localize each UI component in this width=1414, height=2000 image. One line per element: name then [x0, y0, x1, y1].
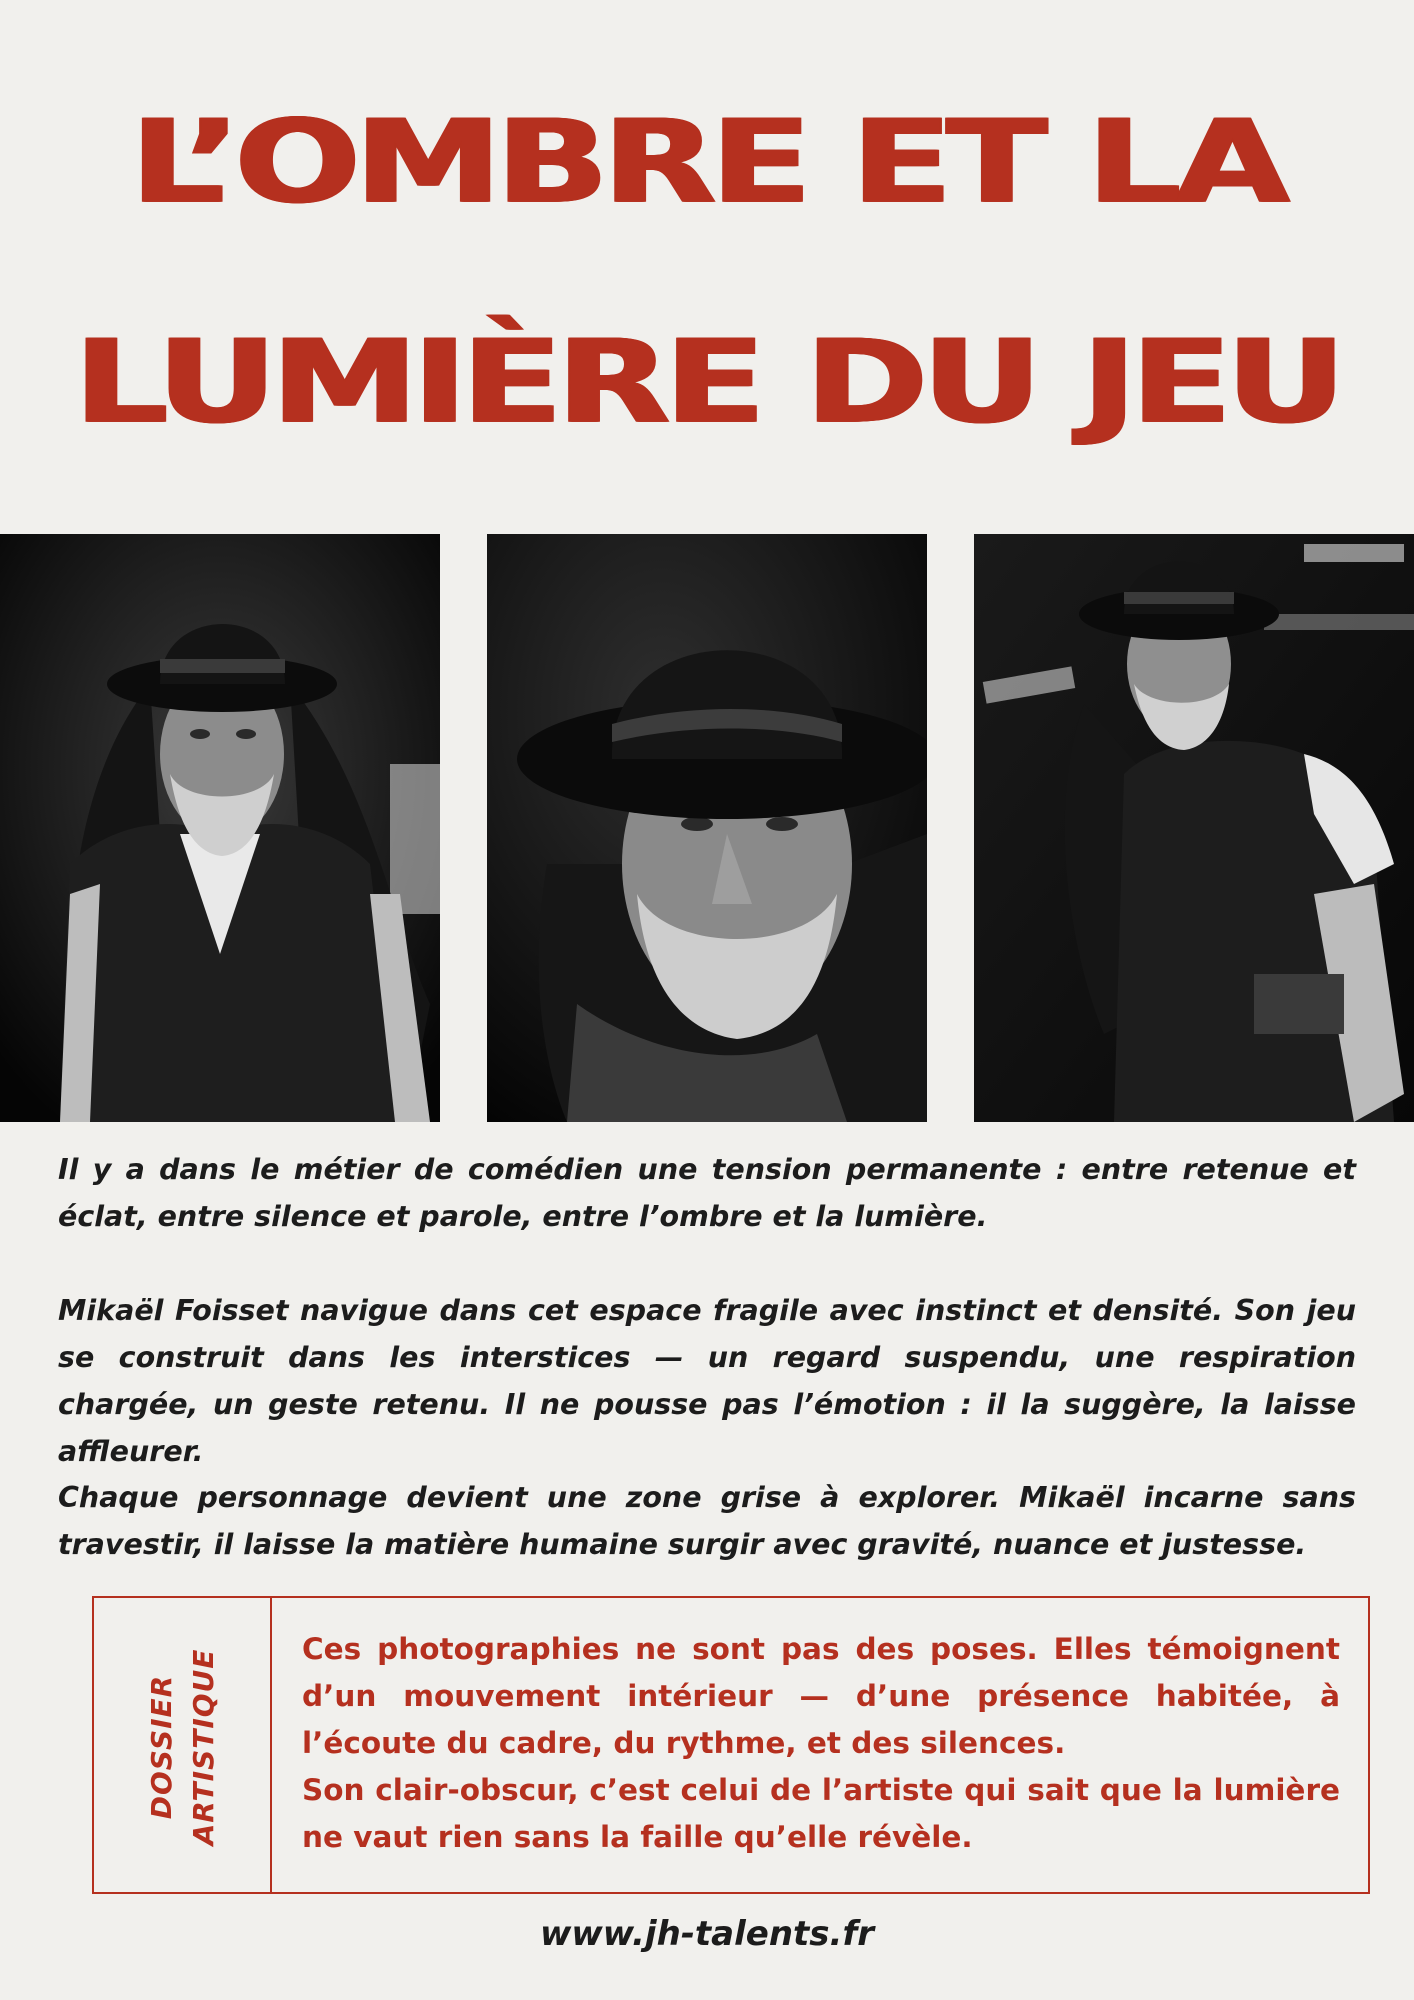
photo-portrait-closeup — [487, 534, 927, 1122]
description-paragraph: Mikaël Foisset navigue dans cet espace fragile avec instinct et densité. Son jeu se construit dans les interstices — un regard suspendu, une respiration chargée, un geste retenu. Il ne pousse pas l’émotion : il la suggère, la laisse affleurer. — [58, 1294, 1356, 1468]
title-line-1: L’OMBRE ET LA — [130, 94, 1284, 230]
dossier-label — [141, 1649, 225, 1846]
dossier-text-paragraph-2: Son clair-obscur, c’est celui de l’artiste qui sait que la lumière ne vaut rien sans la faille qu’elle révèle. — [302, 1773, 1340, 1854]
dossier-label-panel — [94, 1598, 272, 1892]
photo-portrait-standing — [0, 534, 440, 1122]
intro-paragraph: Il y a dans le métier de comédien une tension permanente : entre retenue et éclat, entre silence et parole, entre l’ombre et la lumière. — [58, 1153, 1356, 1233]
dossier-label-line-2: ARTISTIQUE — [187, 1648, 220, 1846]
website-link[interactable]: www.jh-talents.fr — [539, 1914, 875, 1954]
dossier-text — [302, 1626, 1340, 1861]
photo-portrait-seated — [974, 534, 1414, 1122]
dossier-text-paragraph-1: Ces photographies ne sont pas des poses. Elles témoignent d’un mouvement intérieur — d’une présence habitée, à l’écoute du cadre, du rythme, et des silences. — [302, 1632, 1340, 1760]
character-paragraph: Chaque personnage devient une zone grise à explorer. Mikaël incarne sans travestir, il laisse la matière humaine surgir avec gravité, nuance et justesse. — [58, 1481, 1356, 1561]
dossier-label-line-1: DOSSIER — [145, 1674, 178, 1820]
title-line-2: LUMIÈRE DU JEU — [73, 314, 1341, 450]
dossier-box — [92, 1596, 1370, 1894]
